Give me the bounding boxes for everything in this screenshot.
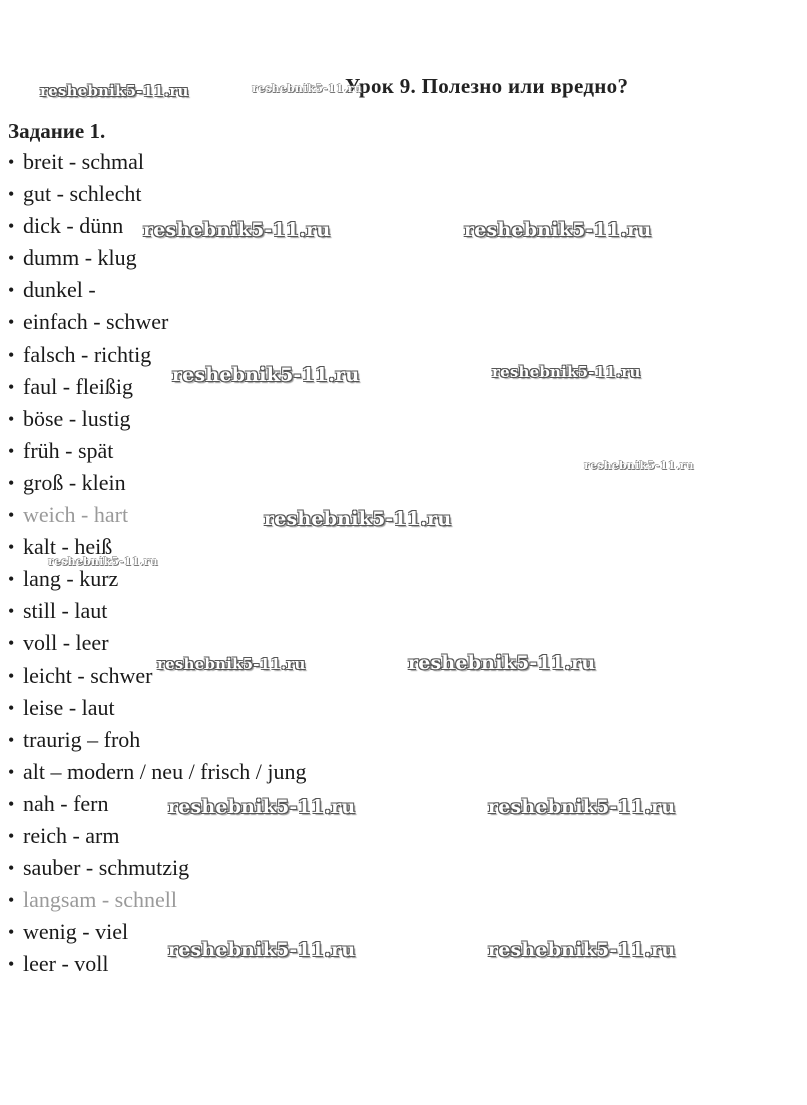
word-pair: dick - dünn bbox=[23, 213, 124, 239]
watermark: reshebnik5-11.ru bbox=[492, 363, 641, 381]
list-item bbox=[8, 692, 307, 724]
list-item bbox=[8, 724, 307, 756]
list-item bbox=[8, 178, 307, 210]
word-pair: kalt - heiß bbox=[23, 534, 113, 560]
word-pair: sauber - schmutzig bbox=[23, 855, 190, 881]
bullet-icon: • bbox=[8, 408, 15, 429]
bullet-icon: • bbox=[8, 793, 15, 814]
list-item bbox=[8, 820, 307, 852]
watermark: reshebnik5-11.ru bbox=[143, 219, 331, 241]
watermark: reshebnik5-11.ru bbox=[157, 655, 306, 673]
task-label: Задание 1. bbox=[8, 119, 106, 143]
watermark: reshebnik5-11.ru bbox=[464, 219, 652, 241]
word-pair: wenig - viel bbox=[23, 919, 129, 945]
lesson-title: Урок 9. Полезно или вредно? bbox=[345, 74, 629, 98]
word-pair: voll - leer bbox=[23, 630, 109, 656]
list-item bbox=[8, 146, 307, 178]
word-pair: traurig – froh bbox=[23, 726, 141, 752]
list-item bbox=[8, 499, 307, 531]
bullet-icon: • bbox=[8, 858, 15, 879]
list-item bbox=[8, 435, 307, 467]
word-pair: langsam - schnell bbox=[23, 887, 177, 913]
word-pair: leer - voll bbox=[23, 951, 109, 977]
watermark: reshebnik5-11.ru bbox=[488, 796, 676, 818]
bullet-icon: • bbox=[8, 376, 15, 397]
list-item bbox=[8, 306, 307, 338]
list-item bbox=[8, 563, 307, 595]
watermark: reshebnik5-11.ru bbox=[48, 555, 158, 568]
word-pair: leise - laut bbox=[23, 694, 115, 720]
bullet-icon: • bbox=[8, 922, 15, 943]
watermark: reshebnik5-11.ru bbox=[168, 796, 356, 818]
bullet-icon: • bbox=[8, 825, 15, 846]
word-pair: nah - fern bbox=[23, 790, 109, 816]
word-pair: dunkel - bbox=[23, 277, 96, 303]
bullet-icon: • bbox=[8, 248, 15, 269]
word-pair: einfach - schwer bbox=[23, 309, 169, 335]
bullet-icon: • bbox=[8, 954, 15, 975]
watermark: reshebnik5-11.ru bbox=[40, 82, 189, 100]
watermark: reshebnik5-11.ru bbox=[264, 508, 452, 530]
word-pair: leicht - schwer bbox=[23, 662, 153, 688]
word-pair: reich - arm bbox=[23, 822, 120, 848]
bullet-icon: • bbox=[8, 312, 15, 333]
bullet-icon: • bbox=[8, 729, 15, 750]
bullet-icon: • bbox=[8, 569, 15, 590]
word-pair: gut - schlecht bbox=[23, 181, 142, 207]
watermark: reshebnik5-11.ru bbox=[488, 939, 676, 961]
list-item bbox=[8, 274, 307, 306]
list-item bbox=[8, 756, 307, 788]
bullet-icon: • bbox=[8, 697, 15, 718]
bullet-icon: • bbox=[8, 184, 15, 205]
bullet-icon: • bbox=[8, 344, 15, 365]
watermark: reshebnik5-11.ru bbox=[408, 652, 596, 674]
bullet-icon: • bbox=[8, 761, 15, 782]
list-item bbox=[8, 467, 307, 499]
word-pair: früh - spät bbox=[23, 437, 114, 463]
bullet-icon: • bbox=[8, 665, 15, 686]
watermark: reshebnik5-11.ru bbox=[172, 364, 360, 386]
word-pair: faul - fleißig bbox=[23, 373, 133, 399]
list-item bbox=[8, 884, 307, 916]
bullet-icon: • bbox=[8, 890, 15, 911]
list-item bbox=[8, 852, 307, 884]
bullet-icon: • bbox=[8, 633, 15, 654]
word-pair: still - laut bbox=[23, 598, 108, 624]
bullet-icon: • bbox=[8, 472, 15, 493]
bullet-icon: • bbox=[8, 280, 15, 301]
bullet-icon: • bbox=[8, 505, 15, 526]
word-pair: breit - schmal bbox=[23, 149, 144, 174]
list-item bbox=[8, 403, 307, 435]
word-pair: groß - klein bbox=[23, 469, 126, 495]
watermark: reshebnik5-11.ru bbox=[584, 459, 694, 472]
watermark: reshebnik5-11.ru bbox=[252, 82, 362, 95]
bullet-icon: • bbox=[8, 537, 15, 558]
bullet-icon: • bbox=[8, 216, 15, 237]
list-item bbox=[8, 595, 307, 627]
bullet-icon: • bbox=[8, 440, 15, 461]
word-pair: dumm - klug bbox=[23, 245, 137, 271]
watermark: reshebnik5-11.ru bbox=[168, 939, 356, 961]
word-pair: falsch - richtig bbox=[23, 341, 152, 367]
word-pair: böse - lustig bbox=[23, 405, 131, 431]
word-pair: lang - kurz bbox=[23, 566, 119, 592]
word-pair: weich - hart bbox=[23, 502, 129, 528]
bullet-icon: • bbox=[8, 601, 15, 622]
word-pair: alt – modern / neu / frisch / jung bbox=[23, 758, 307, 784]
bullet-icon: • bbox=[8, 152, 15, 172]
list-item bbox=[8, 242, 307, 274]
